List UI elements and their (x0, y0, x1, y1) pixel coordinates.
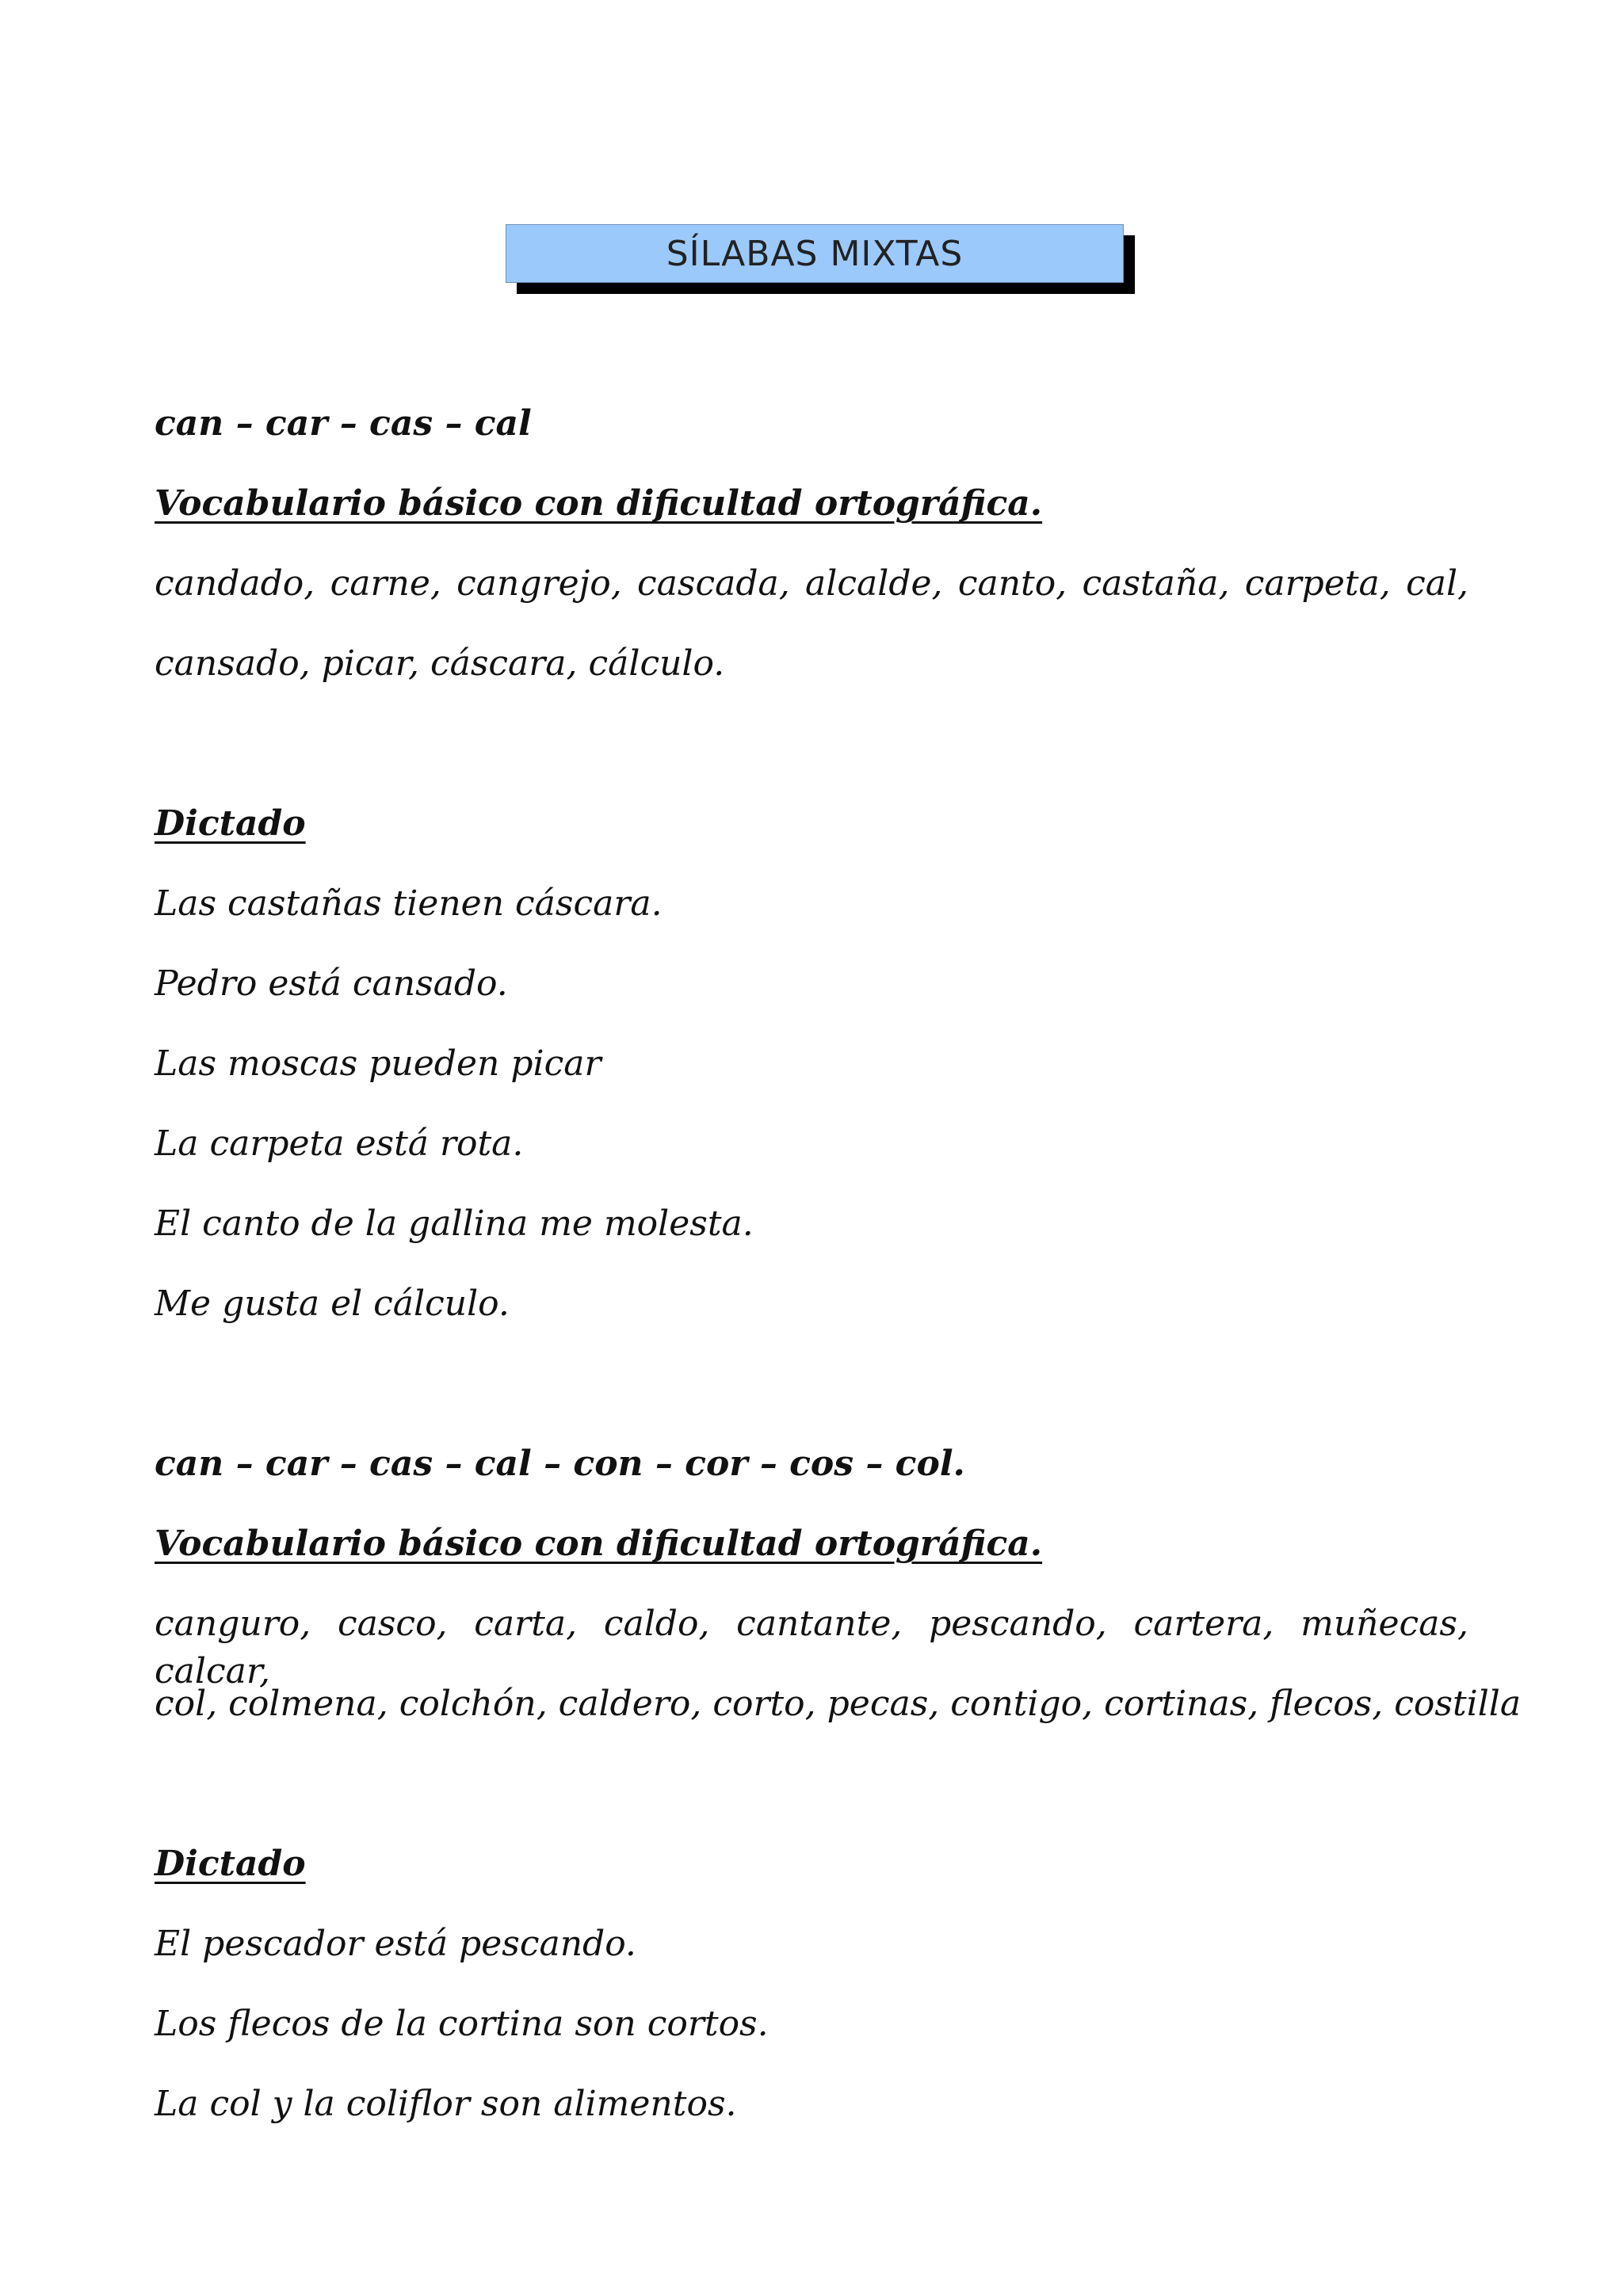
dictation-sentence: La col y la coliflor son alimentos. (155, 2084, 737, 2124)
dictation-sentence: Pedro está cansado. (155, 963, 508, 1004)
syllables-heading-2: can – car – cas – cal – con – cor – cos – col. (155, 1444, 965, 1484)
dictation-sentence: El pescador está pescando. (155, 1924, 636, 1964)
vocab-line-1-2: cansado, picar, cáscara, cálculo. (155, 643, 725, 684)
vocab-heading-2: Vocabulario básico con dificultad ortográfica. (155, 1524, 1043, 1564)
dictation-sentence: Los flecos de la cortina son cortos. (155, 2004, 769, 2044)
dictation-sentence: La carpeta está rota. (155, 1123, 524, 1164)
title-banner (506, 224, 1124, 283)
dictation-sentence: Las castañas tienen cáscara. (155, 883, 663, 924)
dictation-sentence: El canto de la gallina me molesta. (155, 1203, 754, 1244)
dictation-heading-2: Dictado (155, 1844, 306, 1884)
vocab-line-1-1: candado, carne, cangrejo, cascada, alcalde, canto, castaña, carpeta, cal, (155, 563, 1468, 604)
dictation-sentence: Las moscas pueden picar (155, 1043, 601, 1084)
syllables-heading-1: can – car – cas – cal (155, 403, 532, 444)
vocab-heading-1: Vocabulario básico con dificultad ortográfica. (155, 483, 1043, 524)
vocab-line-2-1: canguro, casco, carta, caldo, cantante, pescando, cartera, muñecas, calcar, (155, 1604, 1468, 1691)
page-title: SÍLABAS MIXTAS (506, 224, 1124, 283)
vocab-line-2-2: col, colmena, colchón, caldero, corto, pecas, contigo, cortinas, flecos, costilla (155, 1684, 1522, 1724)
dictation-heading-1: Dictado (155, 803, 306, 844)
dictation-sentence: Me gusta el cálculo. (155, 1283, 510, 1324)
